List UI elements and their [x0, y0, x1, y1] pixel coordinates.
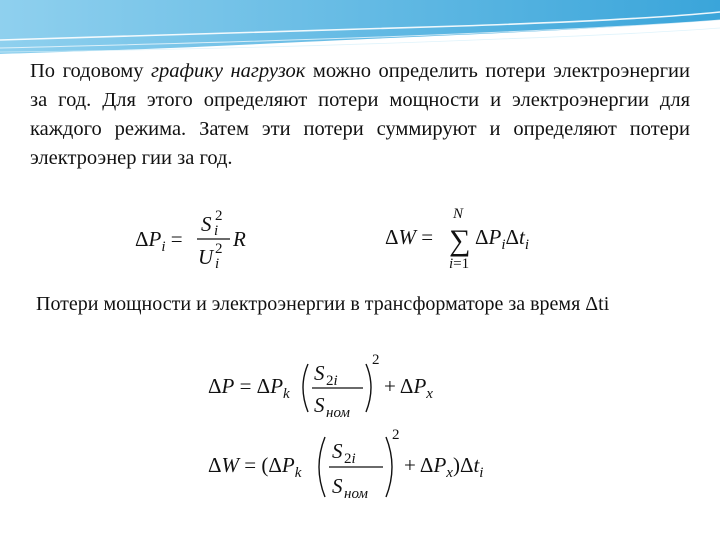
svg-text:S: S — [314, 393, 325, 417]
formula-transformer-energy — [208, 425, 508, 505]
svg-text:ΔW =: ΔW = — [385, 225, 434, 249]
intro-paragraph — [30, 57, 690, 173]
svg-text:2i: 2i — [344, 451, 356, 467]
svg-text:S: S — [332, 439, 343, 463]
transformer-paragraph: Потери мощности и электроэнергии в трансформаторе за время Δti — [36, 293, 610, 315]
svg-text:+ ΔPx)Δti: + $\Delta P_x)\Delta t_i$ — [404, 453, 484, 481]
svg-text:R: R — [233, 227, 246, 251]
intro-text-start: По годовому — [30, 60, 151, 82]
svg-text:U: U — [198, 245, 214, 269]
svg-text:ΔPi =: $\Delta P_i$ = — [135, 227, 183, 255]
header-wave-banner — [0, 0, 720, 58]
svg-text:S: S — [332, 474, 343, 498]
intro-text-rest: можно определить потери электроэнергии за год. Для этого определяют потери мощности и электроэнергии для каждого режима. Затем эти потери суммируют и определяют потери электроэнер гии за год. — [30, 60, 690, 169]
svg-text:∑: ∑ — [449, 224, 471, 257]
svg-text:+ ΔPx: + $\Delta P_x$ — [384, 374, 433, 402]
svg-text:2i: 2i — [326, 373, 338, 389]
svg-text:S: S — [201, 212, 212, 236]
svg-text:i: i — [215, 256, 220, 272]
svg-text:2: 2 — [372, 352, 380, 368]
svg-text:i: i — [214, 223, 219, 239]
intro-text-italic: графику нагрузок — [150, 60, 306, 82]
svg-text:2: 2 — [215, 208, 223, 224]
svg-text:2: 2 — [215, 241, 223, 257]
formula-transformer-power — [208, 350, 448, 422]
formula-energy-loss — [385, 200, 555, 275]
svg-text:S: S — [314, 361, 325, 385]
svg-text:2: 2 — [392, 427, 400, 443]
svg-text:ΔW = (ΔPk: $\Delta W = (\Delta P_k$ — [208, 453, 302, 481]
svg-text:N: N — [453, 206, 464, 222]
svg-text:ном: ном — [326, 405, 350, 421]
svg-text:ΔPiΔti: $\Delta P_i\Delta t_i$ — [475, 225, 530, 253]
svg-text:i=1: i=1 — [449, 256, 470, 272]
svg-text:ΔP = ΔPk: $\Delta P = \Delta P_k$ — [208, 374, 290, 402]
formula-power-loss — [135, 205, 265, 275]
svg-text:ном: ном — [344, 486, 368, 502]
